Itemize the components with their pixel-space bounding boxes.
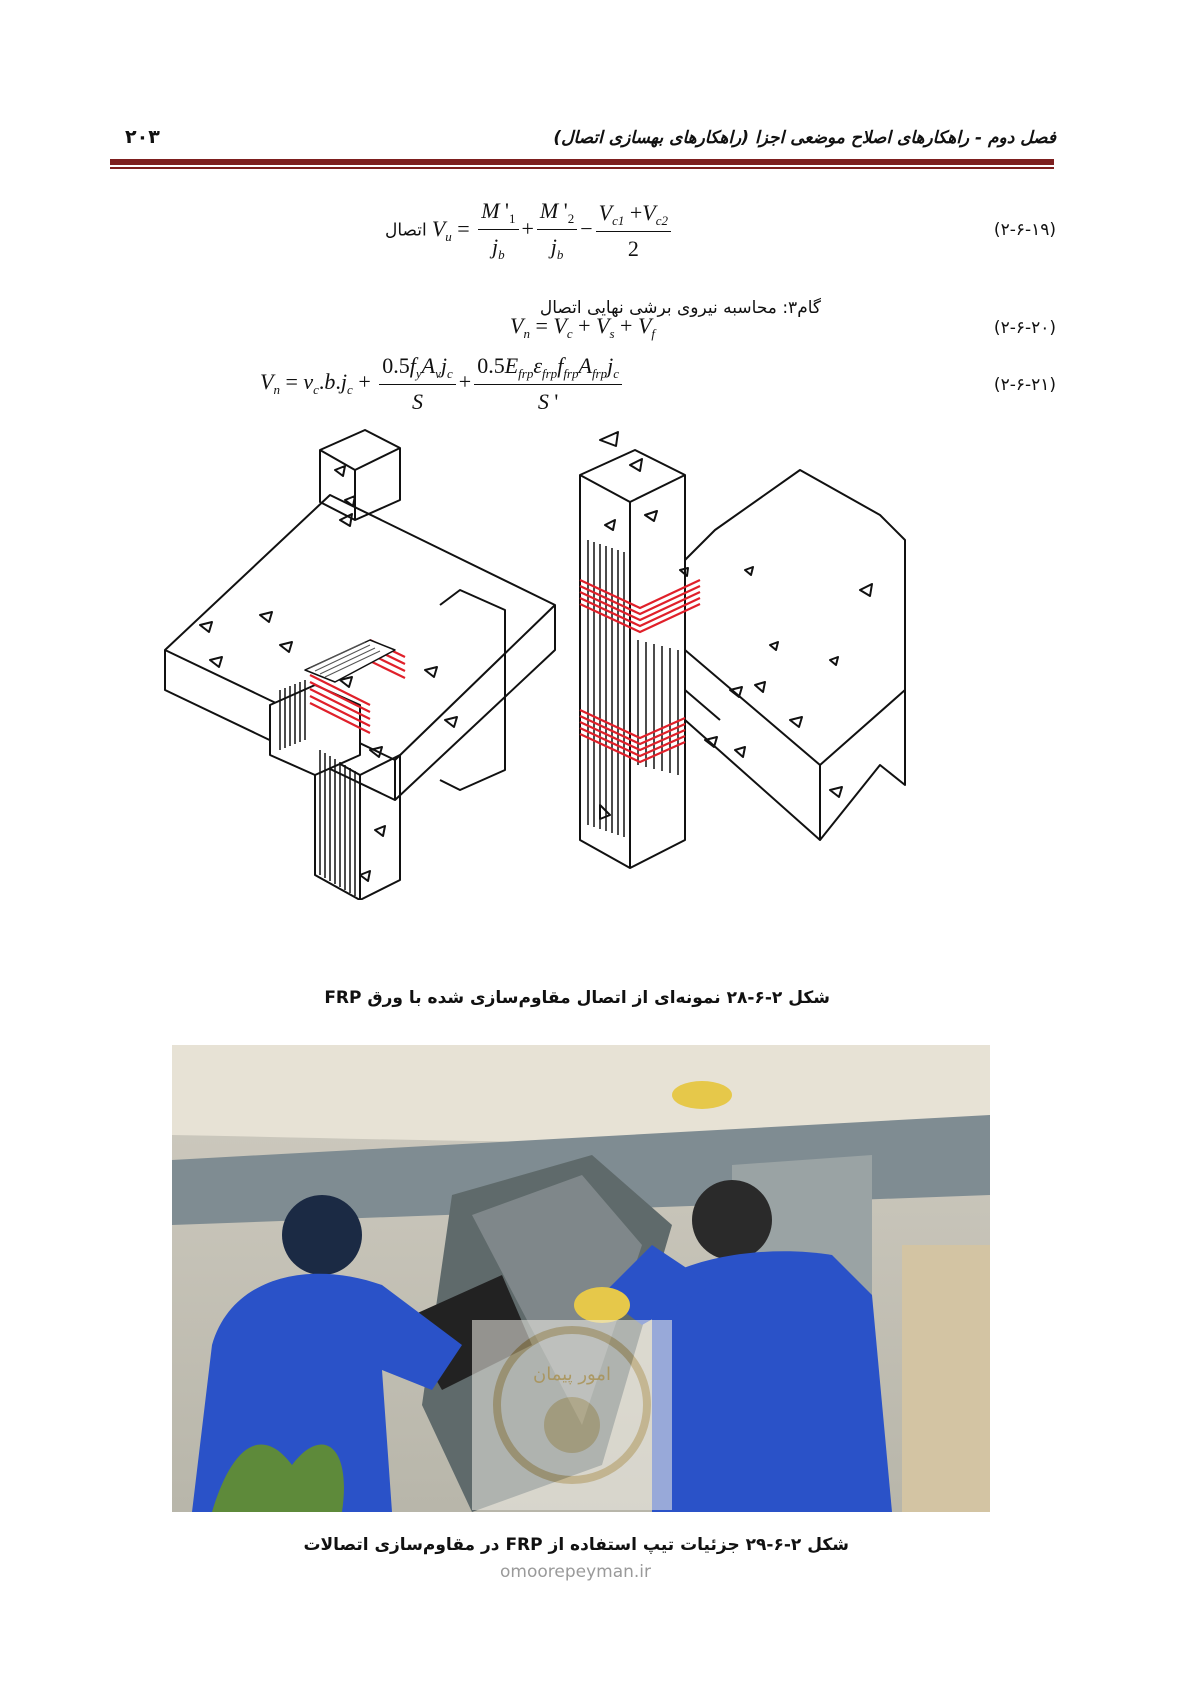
step-3-text: گام۳: محاسبه نیروی برشی نهایی اتصال [539, 298, 821, 318]
equation-21-number: (۲-۶-۲۱) [993, 375, 1056, 395]
equation-19-word: اتصال [385, 220, 427, 241]
header-rule-thick [110, 159, 1054, 165]
equation-20: $V_n = V_c + V_s + V_f$ [510, 313, 656, 341]
equation-20-number: (۲-۶-۲۰) [993, 318, 1056, 338]
page-number: ۲۰۳ [125, 126, 160, 148]
equation-21: $V_n = v_c.b.j_c$ + $\frac{0.5f_yA_vj_c}{S}$ + $\frac{0.5E_{frp}\varepsilon_{frp}f_{frp}A_{frp}j_c}{S '}$ [260, 353, 625, 415]
chapter-title: فصل دوم - راهکارهای اصلاح موضعی اجزا (راهکارهای بهسازی اتصال) [553, 128, 1056, 148]
watermark-url: omoorepeyman.ir [500, 1562, 652, 1582]
watermark-logo [472, 1320, 672, 1510]
watermark-logo-text: امور پیمان [533, 1364, 611, 1385]
equation-19: اتصال $V_u$ = $\frac{M '_1}{j_b}$ + $\frac{M '_2}{j_b}$ − $\frac{V_{c1} +V_{c2}}{2}$ [385, 198, 674, 263]
header-rule-thin [110, 167, 1054, 169]
figure-28-caption: شکل ۲-۶-۲۸ نمونه‌ای از اتصال مقاوم‌سازی شده با ورق FRP [324, 988, 830, 1008]
figure-28-drawing [160, 420, 932, 900]
equation-19-number: (۲-۶-۱۹) [993, 220, 1056, 240]
right-frp-sheets [580, 540, 700, 837]
right-joint-drawing [580, 432, 905, 868]
figure-29-caption: شکل ۲-۶-۲۹ جزئیات تیپ استفاده از FRP در مقاوم‌سازی اتصالات [303, 1535, 849, 1555]
figure-29-photo [172, 1045, 990, 1512]
